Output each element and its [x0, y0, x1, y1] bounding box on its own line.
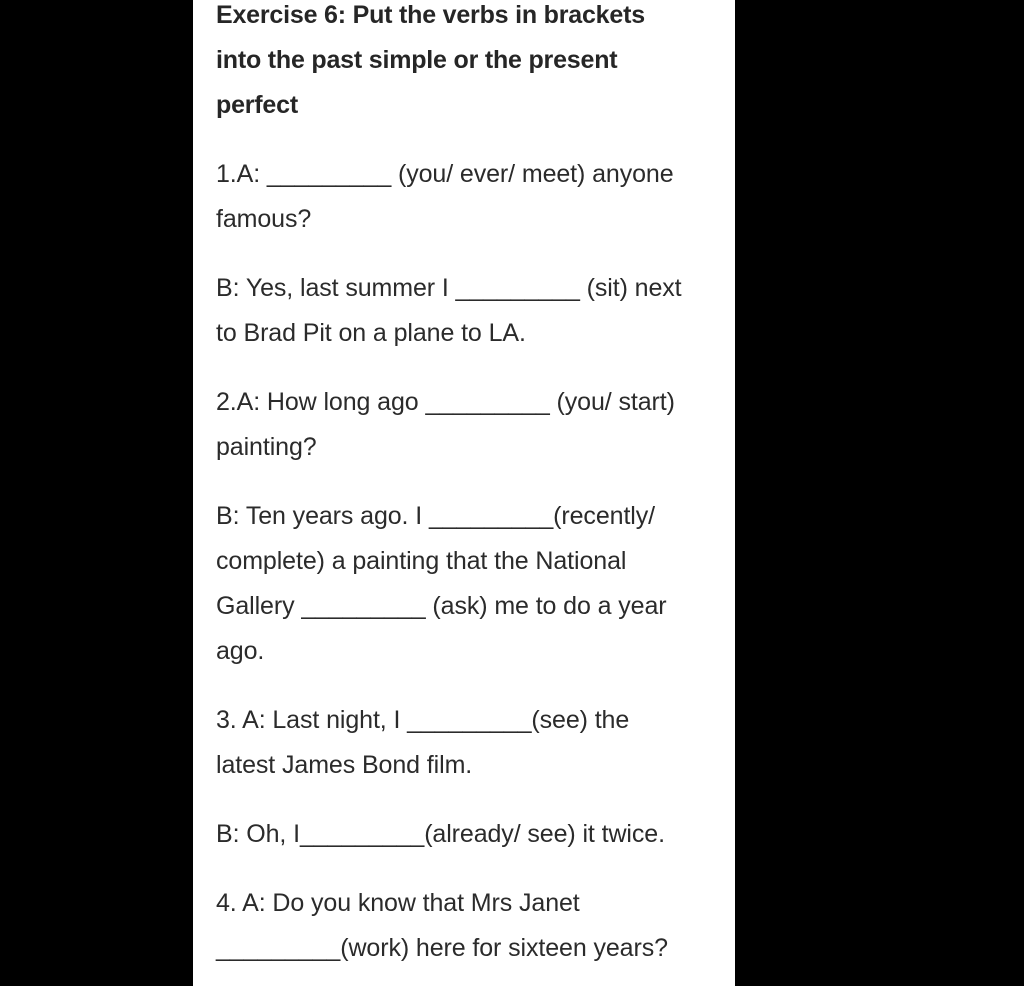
item-line: 3. A: Last night, I _________(see) the	[216, 706, 630, 734]
title-line: Exercise 6: Put the verbs in brackets	[216, 1, 645, 29]
exercise-item-1b	[216, 266, 721, 356]
title-line: perfect	[216, 91, 298, 119]
item-line: 2.A: How long ago _________ (you/ start)	[216, 388, 675, 416]
item-line: B: Oh, I_________(already/ see) it twice.	[216, 820, 665, 848]
exercise-item-2b	[216, 494, 721, 674]
worksheet-page	[193, 0, 735, 986]
item-line: latest James Bond film.	[216, 751, 473, 779]
exercise-title-block	[216, 0, 721, 128]
item-line: complete) a painting that the National	[216, 547, 627, 575]
item-line: Gallery _________ (ask) me to do a year	[216, 592, 667, 620]
item-line: B: Yes, last summer I _________ (sit) next	[216, 274, 682, 302]
exercise-item-3a	[216, 698, 721, 788]
item-line: painting?	[216, 433, 317, 461]
item-line: 4. A: Do you know that Mrs Janet	[216, 889, 580, 917]
exercise-item-1a	[216, 152, 721, 242]
exercise-item-2a	[216, 380, 721, 470]
item-line: ago.	[216, 637, 265, 665]
item-line: 1.A: _________ (you/ ever/ meet) anyone	[216, 160, 674, 188]
exercise-title	[216, 0, 721, 128]
item-line: famous?	[216, 205, 312, 233]
item-line: to Brad Pit on a plane to LA.	[216, 319, 526, 347]
title-line: into the past simple or the present	[216, 46, 618, 74]
item-line: _________(work) here for sixteen years?	[216, 934, 668, 962]
item-line: B: Ten years ago. I _________(recently/	[216, 502, 655, 530]
exercise-item-4a	[216, 881, 721, 971]
exercise-item-3b	[216, 812, 721, 857]
